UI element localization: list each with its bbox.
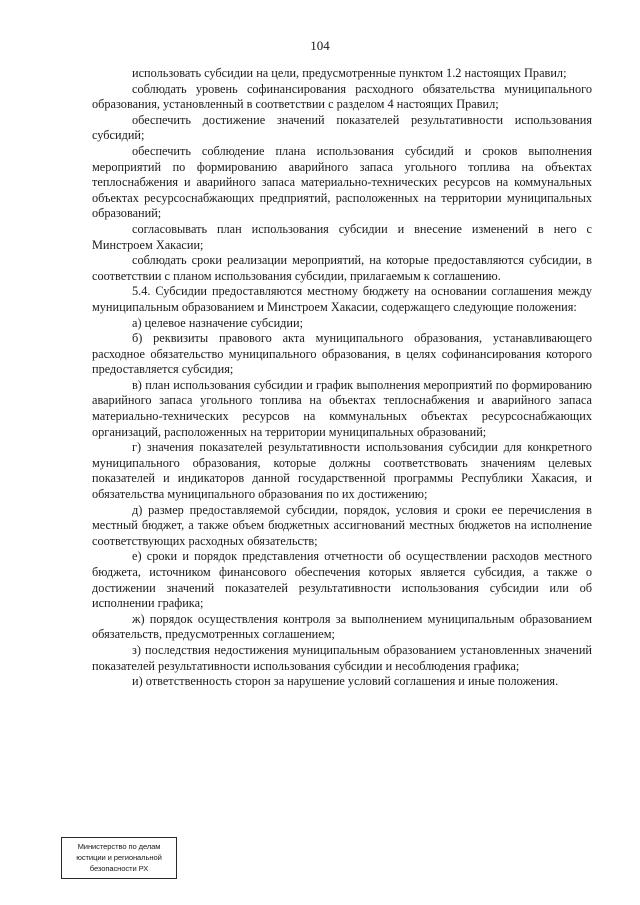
paragraph: ж) порядок осуществления контроля за выполнением муниципальным образованием обязательств, предусмотренных соглашением;	[92, 611, 592, 642]
document-body	[92, 66, 592, 690]
paragraph: согласовывать план использования субсидии и внесение изменений в него с Минстроем Хакасии;	[92, 221, 592, 252]
page-number: 104	[310, 38, 330, 53]
paragraph: использовать субсидии на цели, предусмотренные пунктом 1.2 настоящих Правил;	[132, 66, 567, 80]
paragraph: г) значения показателей результативности использования субсидии для конкретного муниципального образования, которые должны соответствовать значениям целевых показателей и индикаторов данной государственной программы Республики Хакасия, и обязательства муниципального образования по их достижению;	[92, 440, 592, 502]
paragraph: в) план использования субсидии и график выполнения мероприятий по формированию аварийного запаса угольного топлива на объектах теплоснабжения и аварийного запаса материально-технических ресурсов на коммунальных объектах ресурсоснабжающих организаций, расположенных на территории муниципальных образований;	[92, 377, 592, 439]
stamp-line: безопасности РХ	[89, 864, 149, 873]
paragraph: и) ответственность сторон за нарушение условий соглашения и иные положения.	[132, 674, 559, 689]
paragraph: б) реквизиты правового акта муниципального образования, устанавливающего расходное обязательство муниципального образования, в целях софинансирования которого предоставляется субсидия;	[92, 331, 592, 377]
paragraph: соблюдать уровень софинансирования расходного обязательства муниципального образования, установленный в соответствии с разделом 4 настоящих Правил;	[92, 81, 592, 112]
stamp-line: юстиции и региональной	[76, 853, 162, 862]
ministry-stamp	[61, 837, 177, 879]
paragraph: з) последствия недостижения муниципальным образованием установленных значений показателей результативности использования субсидии и несоблюдения графика;	[92, 642, 592, 673]
paragraph: соблюдать сроки реализации мероприятий, на которые предоставляются субсидии, в соответствии с планом использования субсидии, прилагаемым к соглашению.	[92, 253, 592, 283]
stamp-line: Министерство по делам	[77, 842, 161, 851]
paragraph: д) размер предоставляемой субсидии, порядок, условия и сроки ее перечисления в местный бюджет, а также объем бюджетных ассигнований местных бюджетов на исполнение соответствующих расходных обязательств;	[92, 502, 592, 548]
paragraph: обеспечить достижение значений показателей результативности использования субсидий;	[92, 112, 592, 143]
paragraph: а) целевое назначение субсидии;	[132, 315, 304, 330]
paragraph: е) сроки и порядок представления отчетности об осуществлении расходов местного бюджета, источником финансового обеспечения которых является субсидия, а также о достижении значений показателей результативности использования субсидии или об исполнении графика;	[92, 549, 592, 611]
paragraph: обеспечить соблюдение плана использования субсидий и сроков выполнения мероприятий по формированию аварийного запаса угольного топлива на объектах теплоснабжения и аварийного запаса материально-технических ресурсов на коммунальных объектах ресурсоснабжающих предприятий, расположенных на территории муниципальных образований;	[92, 143, 592, 221]
paragraph: 5.4. Субсидии предоставляются местному бюджету на основании соглашения между муниципальным образованием и Минстроем Хакасии, содержащего следующие положения:	[92, 284, 592, 314]
